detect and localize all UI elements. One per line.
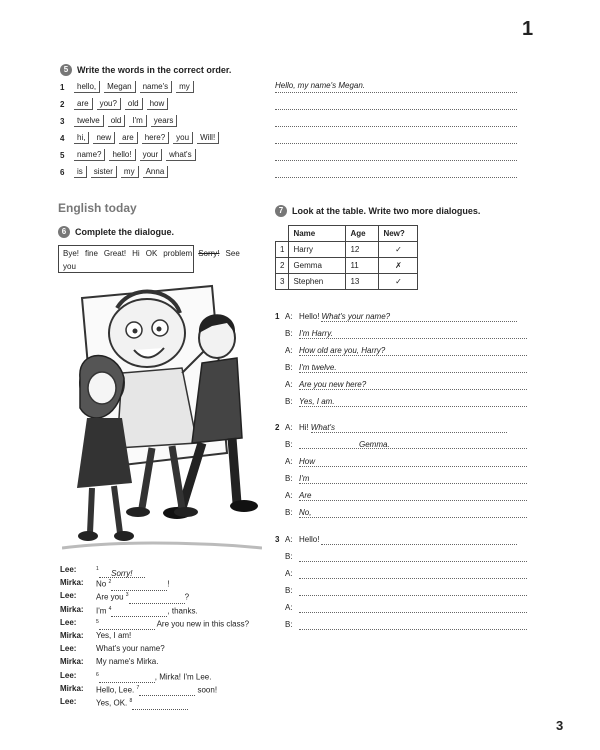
dialogue-post: ? (184, 593, 190, 603)
word-chip: name? (74, 149, 105, 161)
exercise-5-row (60, 165, 172, 179)
word-chip: sister (91, 166, 117, 178)
dialogue-7-line (275, 584, 527, 597)
speaker-label: B: (285, 329, 293, 338)
exercise-6-title (58, 226, 174, 238)
people-table (275, 225, 418, 290)
table-cell-new: ✓ (379, 274, 418, 290)
exercise-5-row (60, 114, 181, 128)
speaker-label: Lee: (60, 591, 77, 601)
dialogue-line (60, 655, 158, 668)
exercise-5-row-number: 2 (60, 99, 65, 109)
dialogue-pre: Hello, Lee. (96, 685, 137, 695)
word-chip: twelve (74, 115, 104, 127)
dialogue-7-line (275, 378, 527, 391)
word-chip: here? (142, 132, 169, 144)
table-row (276, 242, 418, 258)
word-box-item: Bye! (63, 249, 80, 258)
word-chip: is (74, 166, 87, 178)
word-chip: old (108, 115, 126, 127)
dialogue-pre: Yes, I am! (96, 631, 132, 640)
dialogue-7-line (275, 601, 527, 614)
answer-line[interactable]: Gemma. (299, 438, 527, 449)
gap-blank[interactable]: Sorry! (99, 567, 145, 578)
speaker-label: B: (285, 397, 293, 406)
gap-number: 5 (96, 618, 99, 625)
dialogue-pre: No (96, 579, 109, 589)
speaker-label: A: (285, 569, 293, 578)
speaker-label: A: (285, 380, 293, 389)
speaker-label: A: (285, 535, 293, 544)
table-cell-new: ✗ (379, 258, 418, 274)
table-cell-age: 12 (346, 242, 379, 258)
speaker-label: Mirka: (60, 657, 84, 667)
gap-number: 8 (129, 698, 133, 704)
answer-line[interactable]: What's (311, 421, 507, 433)
dialogue-7-line (275, 533, 517, 546)
dialogue-post: , Mirka! I'm Lee. (154, 672, 212, 682)
dialogue-7-line (275, 506, 527, 519)
speaker-label: Lee: (60, 697, 77, 706)
speaker-label: A: (285, 346, 293, 355)
speaker-label: A: (285, 312, 293, 321)
word-chip: what's (166, 149, 195, 161)
dialogue-text (96, 655, 158, 668)
dialogue-text (96, 629, 131, 642)
exercise-5-answer-line[interactable] (275, 165, 517, 178)
dialogue-line (60, 629, 131, 642)
dialogue-7-line (275, 472, 527, 485)
word-chip: Will! (197, 132, 219, 144)
table-header-age: Age (346, 226, 379, 242)
speaker-label: B: (285, 586, 293, 595)
dialogue-number (275, 455, 285, 468)
word-box (58, 245, 240, 273)
speaker-label: B: (285, 620, 293, 629)
speaker-label: A: (285, 457, 293, 466)
dialogue-number (275, 506, 285, 519)
exercise-5-row (60, 97, 172, 111)
table-cell-new: ✓ (379, 242, 418, 258)
dialogue-7-line (275, 489, 527, 502)
word-chip: my (176, 81, 194, 93)
speaker-label: A: (285, 603, 293, 612)
dialogue-post: ! (167, 579, 170, 589)
word-chip: hello, (74, 81, 100, 93)
word-chip: are (74, 98, 93, 110)
table-cell-age: 13 (346, 274, 379, 290)
word-box-item: fine (85, 249, 98, 258)
word-chip: Megan (104, 81, 135, 93)
dialogue-number: 2 (275, 423, 280, 432)
exercise-7-instruction: Look at the table. Write two more dialogues. (292, 206, 481, 216)
word-chip: are (119, 132, 138, 144)
gap-blank[interactable] (129, 698, 188, 710)
exercise-5-title (60, 64, 231, 76)
speaker-label: B: (285, 508, 293, 517)
word-chip: I'm (129, 115, 146, 127)
dialogue-7-line (275, 455, 527, 468)
exercise-5-row-number: 3 (60, 116, 65, 126)
gap-number: 1 (96, 566, 99, 572)
dialogue-pre: I'm (96, 606, 109, 616)
dialogue-post: , thanks. (167, 606, 198, 616)
dialogue-pre: What's your name? (96, 644, 165, 654)
dialogue-text (96, 695, 188, 710)
dialogue-7-text: Hi! (299, 423, 309, 432)
table-cell-name: Harry (289, 242, 346, 258)
dialogue-number (275, 584, 285, 597)
dialogue-7-line (275, 618, 527, 631)
dialogue-7-line (275, 567, 527, 580)
exercise-5-row-number: 5 (60, 150, 65, 160)
word-chip: you (173, 132, 193, 144)
speaker-label: A: (285, 491, 293, 500)
dialogue-number: 3 (275, 535, 280, 544)
speaker-label: Mirka: (60, 604, 84, 614)
gap-number: 6 (96, 671, 99, 678)
answer-line[interactable] (321, 533, 517, 545)
word-chip: Anna (143, 166, 169, 178)
dialogue-number (275, 567, 285, 580)
exercise-5-row-number: 4 (60, 133, 65, 143)
answer-line[interactable]: I'm (299, 472, 527, 484)
word-box-item: Hi (132, 249, 140, 258)
dialogue-line (60, 695, 188, 710)
answer-line[interactable] (299, 601, 527, 613)
word-chip: my (121, 166, 139, 178)
table-header-new: New? (379, 226, 418, 242)
table-cell-name: Gemma (289, 258, 346, 274)
dialogue-number (275, 378, 285, 391)
table-body (276, 242, 418, 290)
dialogue-post: Are you new in this class? (154, 619, 250, 629)
table-cell-number: 3 (276, 274, 289, 290)
dialogue-7-line (275, 550, 527, 563)
dialogue-number (275, 489, 285, 502)
dialogue-number (275, 361, 285, 374)
dialogue-7-line (275, 310, 517, 323)
speaker-label: B: (285, 474, 293, 483)
speaker-label: Mirka: (60, 631, 84, 640)
word-chip: years (151, 115, 178, 127)
exercise-5-answer-line[interactable] (275, 97, 517, 110)
gap-number: 2 (108, 579, 112, 586)
dialogue-7-line (275, 421, 507, 434)
unit-number: 1 (522, 18, 534, 40)
answer-line[interactable] (299, 584, 527, 596)
dialogue-7-line (275, 438, 527, 451)
word-chip: how (147, 98, 169, 110)
exercise-5-instruction: Write the words in the correct order. (77, 65, 232, 75)
word-chip: hello! (109, 149, 135, 161)
answer-line[interactable] (299, 618, 527, 630)
dialogue-7-line (275, 344, 527, 357)
speaker-label: Mirka: (60, 683, 84, 693)
dialogue-number (275, 395, 285, 408)
word-chip: you? (97, 98, 121, 110)
dialogue-post: soon! (195, 685, 218, 695)
word-box-item: See you (63, 249, 240, 271)
table-cell-number: 2 (276, 258, 289, 274)
speaker-label: Lee: (60, 617, 77, 627)
dialogue-number (275, 550, 285, 563)
dialogue-7-line (275, 395, 527, 408)
answer-line[interactable] (299, 567, 527, 579)
answer-line[interactable] (299, 550, 527, 562)
word-chip: hi, (74, 132, 89, 144)
table-row (276, 274, 418, 290)
exercise-5-row (60, 148, 200, 162)
table-cell-age: 11 (346, 258, 379, 274)
speaker-label: Lee: (60, 670, 77, 680)
word-box-item: OK (145, 249, 158, 258)
answer-line[interactable]: Yes, I am. (299, 395, 527, 407)
dialogue-number: 1 (275, 312, 280, 321)
dialogue-number (275, 618, 285, 631)
word-chip: name's (140, 81, 173, 93)
dialogue-pre: My name's Mirka. (96, 657, 159, 667)
exercise-6-number: 6 (58, 226, 70, 238)
table-header-blank (276, 226, 289, 242)
speaker-label: B: (285, 552, 293, 561)
dialogue-number (275, 601, 285, 614)
dialogue-7-text: Hello! (299, 312, 320, 321)
answer-line[interactable]: Are (299, 489, 527, 501)
word-chip: old (125, 98, 143, 110)
answer-line[interactable]: How old are you, Harry? (299, 344, 527, 356)
word-box-item: Great! (103, 249, 127, 258)
exercise-5-answer-line[interactable] (275, 148, 517, 161)
exercise-5-row (60, 80, 198, 94)
exercise-5-answer-line[interactable] (275, 114, 517, 127)
section-english-today: English today (58, 201, 137, 215)
speaker-label: B: (285, 363, 293, 372)
exercise-5-number: 5 (60, 64, 72, 76)
word-chip: new (93, 132, 115, 144)
answer-line[interactable]: What's your name? (321, 310, 517, 322)
answer-line[interactable]: No, (299, 506, 527, 518)
dialogue-number (275, 344, 285, 357)
exercise-5-answer-line[interactable] (275, 131, 517, 144)
speaker-label: A: (285, 423, 293, 432)
exercise-5-row (60, 131, 223, 145)
dialogue-7-line (275, 327, 527, 340)
table-header-row (276, 226, 418, 242)
exercise-5-answer-line[interactable]: Hello, my name's Megan. (275, 80, 517, 93)
answer-line[interactable]: Are you new here? (299, 378, 527, 390)
dialogue-7-text: Hello! (299, 535, 320, 544)
exercise-7-number: 7 (275, 205, 287, 217)
table-row (276, 258, 418, 274)
page-number: 3 (556, 718, 564, 733)
dialogue-7-line (275, 361, 527, 374)
dialogue-number (275, 438, 285, 451)
dialogue-pre: Yes, OK. (96, 698, 130, 708)
exercise-5-row-number: 1 (60, 82, 65, 92)
dialogue-text (96, 642, 165, 655)
speaker-label: Mirka: (60, 578, 84, 588)
exercise-7-title (275, 205, 480, 217)
cartoon-illustration (62, 278, 262, 553)
exercise-6-instruction: Complete the dialogue. (75, 227, 175, 237)
table-cell-name: Stephen (289, 274, 346, 290)
gap-number: 7 (136, 684, 140, 691)
speaker-label: Lee: (60, 644, 77, 654)
speaker-label: B: (285, 440, 293, 449)
dialogue-number (275, 327, 285, 340)
dialogue-number (275, 472, 285, 485)
word-box-item: problem (163, 249, 193, 258)
gap-number: 3 (125, 592, 129, 599)
dialogue-pre: Are you (96, 593, 126, 603)
answer-line[interactable]: I'm twelve. (299, 361, 527, 373)
word-chip: your (140, 149, 163, 161)
word-box-item: Sorry! (198, 249, 220, 258)
table-cell-number: 1 (276, 242, 289, 258)
gap-number: 4 (108, 605, 112, 612)
speaker-label: Lee: (60, 565, 77, 574)
answer-line[interactable]: How (299, 455, 527, 467)
dialogue-line (60, 642, 165, 655)
exercise-5-row-number: 6 (60, 167, 65, 177)
answer-line[interactable]: I'm Harry. (299, 327, 527, 339)
table-header-name: Name (289, 226, 346, 242)
